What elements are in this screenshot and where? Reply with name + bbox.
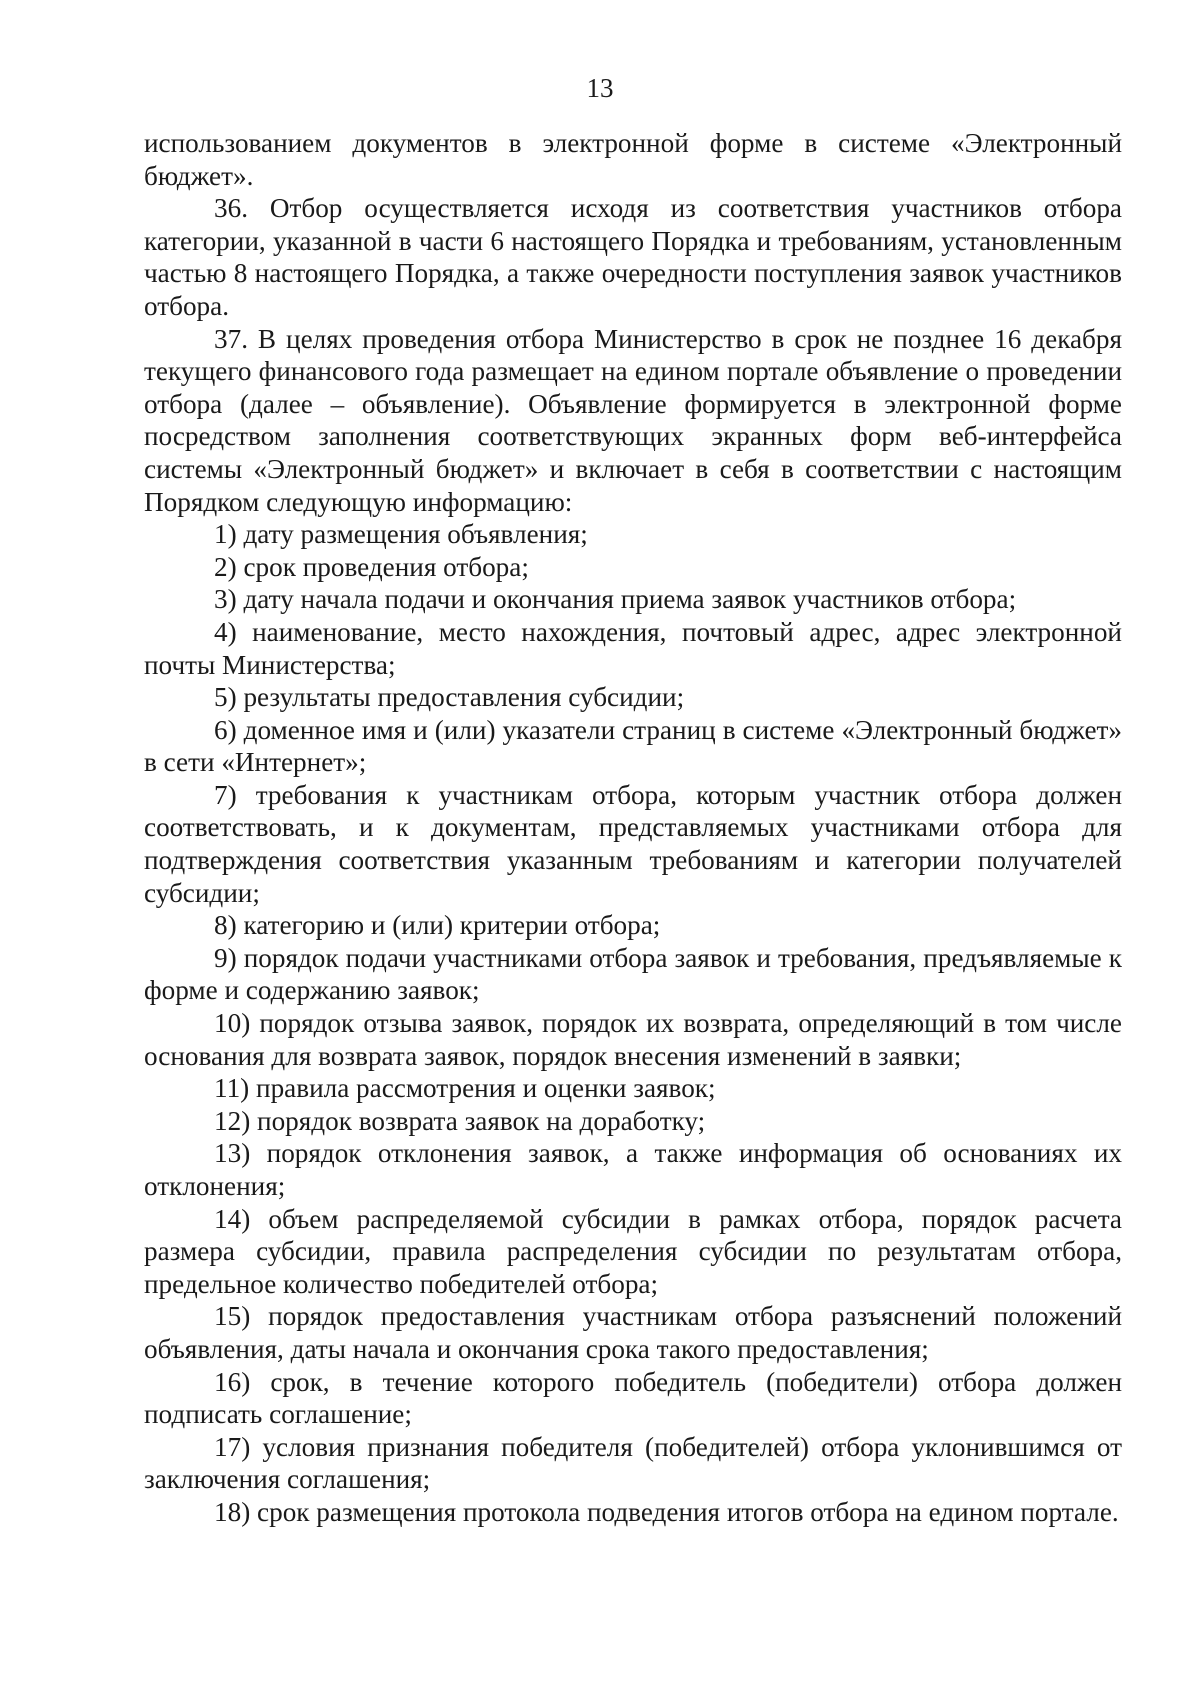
list-item-5: 5) результаты предоставления субсидии; (214, 682, 685, 713)
list-item-11: 11) правила рассмотрения и оценки заявок; (214, 1073, 716, 1104)
paragraph-37: 37. В целях проведения отбора Министерство в срок не позднее 16 декабря текущего финансового года размещает на едином портале объявление о проведении отбора (далее – объявление). Объявление формируется в электронной форме посредством заполнения соответствующих экранных форм веб-интерфейса системы «Электронный бюджет» и включает в себя в соответствии с настоящим Порядком следующую информацию: (144, 323, 1122, 517)
document-body (144, 127, 1122, 1529)
list-item-15: 15) порядок предоставления участникам отбора разъяснений положений объявления, даты начала и окончания срока такого предоставления; (144, 1301, 1122, 1364)
list-item-3: 3) дату начала подачи и окончания приема заявок участников отбора; (214, 584, 1017, 615)
paragraph-continuation: использованием документов в электронной форме в системе «Электронный бюджет». (144, 128, 1122, 191)
paragraph-36: 36. Отбор осуществляется исходя из соответствия участников отбора категории, указанной в части 6 настоящего Порядка и требованиям, установленным частью 8 настоящего Порядка, а также очередности поступления заявок участников отбора. (144, 193, 1122, 321)
list-item-2: 2) срок проведения отбора; (214, 551, 529, 582)
list-item-1: 1) дату размещения объявления; (214, 519, 588, 550)
list-item-18: 18) срок размещения протокола подведения итогов отбора на едином портале. (214, 1496, 1119, 1527)
list-item-12: 12) порядок возврата заявок на доработку; (214, 1105, 706, 1136)
list-item-10: 10) порядок отзыва заявок, порядок их возврата, определяющий в том числе основания для возврата заявок, порядок внесения изменений в заявки; (144, 1008, 1122, 1071)
list-item-16: 16) срок, в течение которого победитель (победители) отбора должен подписать соглашение; (144, 1366, 1122, 1430)
list-item-9: 9) порядок подачи участниками отбора заявок и требования, предъявляемые к форме и содержанию заявок; (144, 942, 1122, 1006)
list-item-8: 8) категорию и (или) критерии отбора; (214, 910, 661, 941)
list-item-6: 6) доменное имя и (или) указатели страниц в системе «Электронный бюджет» в сети «Интернет»; (144, 714, 1122, 778)
list-item-17: 17) условия признания победителя (победителей) отбора уклонившимся от заключения соглашения; (144, 1431, 1122, 1495)
list-item-14: 14) объем распределяемой субсидии в рамках отбора, порядок расчета размера субсидии, правила распределения субсидии по результатам отбора, предельное количество победителей отбора; (144, 1203, 1122, 1299)
page-number: 13 (586, 73, 614, 103)
list-item-7: 7) требования к участникам отбора, которым участник отбора должен соответствовать, и к документам, представляемых участниками отбора для подтверждения соответствия указанным требованиям и категории получателей субсидии; (144, 779, 1122, 908)
list-item-13: 13) порядок отклонения заявок, а также информация об основаниях их отклонения; (144, 1138, 1122, 1201)
list-item-4: 4) наименование, место нахождения, почтовый адрес, адрес электронной почты Министерства; (144, 616, 1122, 680)
